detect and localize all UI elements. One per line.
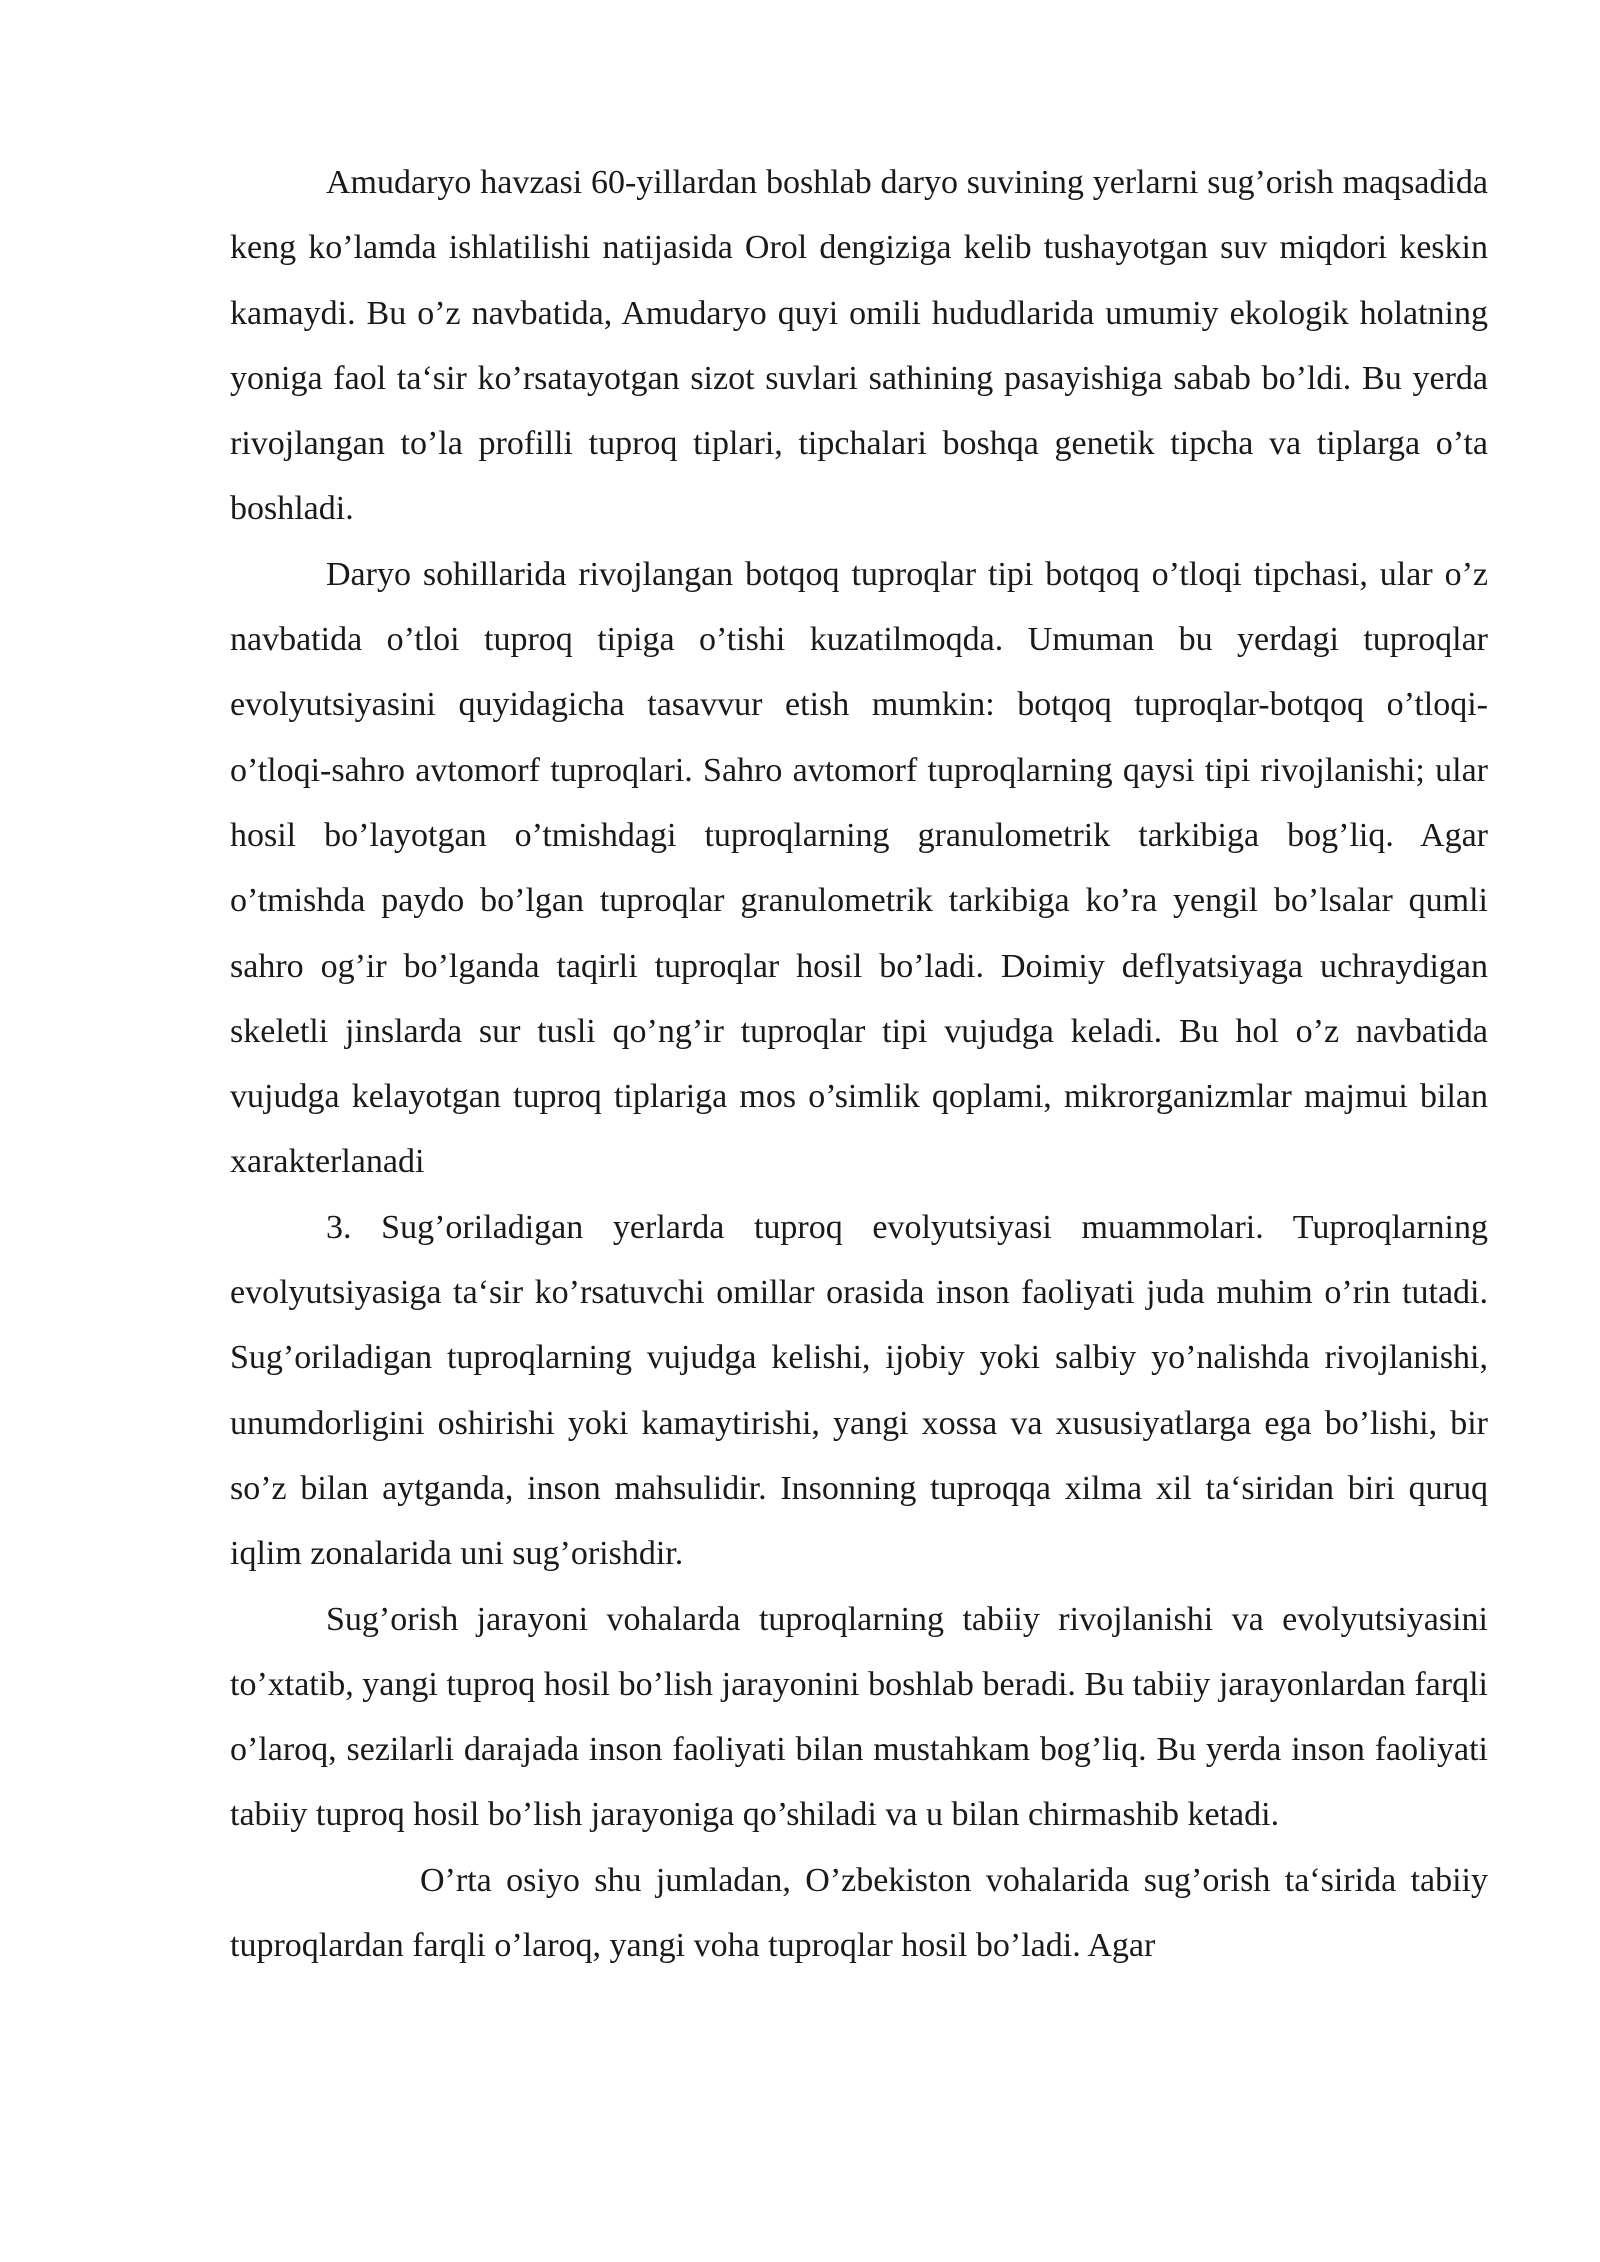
- document-body: [230, 150, 1488, 1978]
- paragraph-amudaryo-basin: Amudaryo havzasi 60-yillardan boshlab daryo suvining yerlarni sug’orish maqsadida keng ko’lamda ishlatilishi natijasida Orol dengiziga kelib tushayotgan suv miqdori keskin kamaydi. Bu o’z navbatida, Amudaryo quyi omili hududlarida umumiy ekologik holatning yoniga faol ta‘sir ko’rsatayotgan sizot suvlari sathining pasayishiga sabab bo’ldi. Bu yerda rivojlangan to’la profilli tuproq tiplari, tipchalari boshqa genetik tipcha va tiplarga o’ta boshladi.: [230, 164, 1488, 528]
- paragraph-river-banks: Daryo sohillarida rivojlangan botqoq tuproqlar tipi botqoq o’tloqi tipchasi, ular o’z navbatida o’tloi tuproq tipiga o’tishi kuzatilmoqda. Umuman bu yerdagi tuproqlar evolyutsiyasini quyidagicha tasavvur etish mumkin: botqoq tuproqlar-botqoq o’tloqi-o’tloqi-sahro avtomorf tuproqlari. Sahro avtomorf tuproqlarning qaysi tipi rivojlanishi; ular hosil bo’layotgan o’tmishdagi tuproqlarning granulometrik tarkibiga bog’liq. Agar o’tmishda paydo bo’lgan tuproqlar granulometrik tarkibiga ko’ra yengil bo’lsalar qumli sahro og’ir bo’lganda taqirli tuproqlar hosil bo’ladi. Doimiy deflyatsiyaga uchraydigan skeletli jinslarda sur tusli qo’ng’ir tuproqlar tipi vujudga keladi. Bu hol o’z navbatida vujudga kelayotgan tuproq tiplariga mos o’simlik qoplami, mikrorganizmlar majmui bilan xarakterlanadi: [230, 555, 1488, 1181]
- paragraph-irrigated-soil-evolution: 3. Sug’oriladigan yerlarda tuproq evolyutsiyasi muammolari. Tuproqlarning evolyutsiyasiga ta‘sir ko’rsatuvchi omillar orasida inson faoliyati juda muhim o’rin tutadi. Sug’oriladigan tuproqlarning vujudga kelishi, ijobiy yoki salbiy yo’nalishda rivojlanishi, unumdorligini oshirishi yoki kamaytirishi, yangi xossa va xususiyatlarga ega bo’lishi, bir so’z bilan aytganda, inson mahsulidir. Insonning tuproqqa xilma xil ta‘siridan biri quruq iqlim zonalarida uni sug’orishdir.: [230, 1208, 1488, 1573]
- paragraph-central-asia-oases: O’rta osiyo shu jumladan, O’zbekiston vohalarida sug’orish ta‘sirida tabiiy tuproqlardan farqli o’laroq, yangi voha tuproqlar hosil bo’ladi. Agar: [230, 1861, 1488, 1965]
- paragraph-irrigation-process: Sug’orish jarayoni vohalarda tuproqlarning tabiiy rivojlanishi va evolyutsiyasini to’xtatib, yangi tuproq hosil bo’lish jarayonini boshlab beradi. Bu tabiiy jarayonlardan farqli o’laroq, sezilarli darajada inson faoliyati bilan mustahkam bog’liq. Bu yerda inson faoliyati tabiiy tuproq hosil bo’lish jarayoniga qo’shiladi va u bilan chirmashib ketadi.: [230, 1600, 1488, 1834]
